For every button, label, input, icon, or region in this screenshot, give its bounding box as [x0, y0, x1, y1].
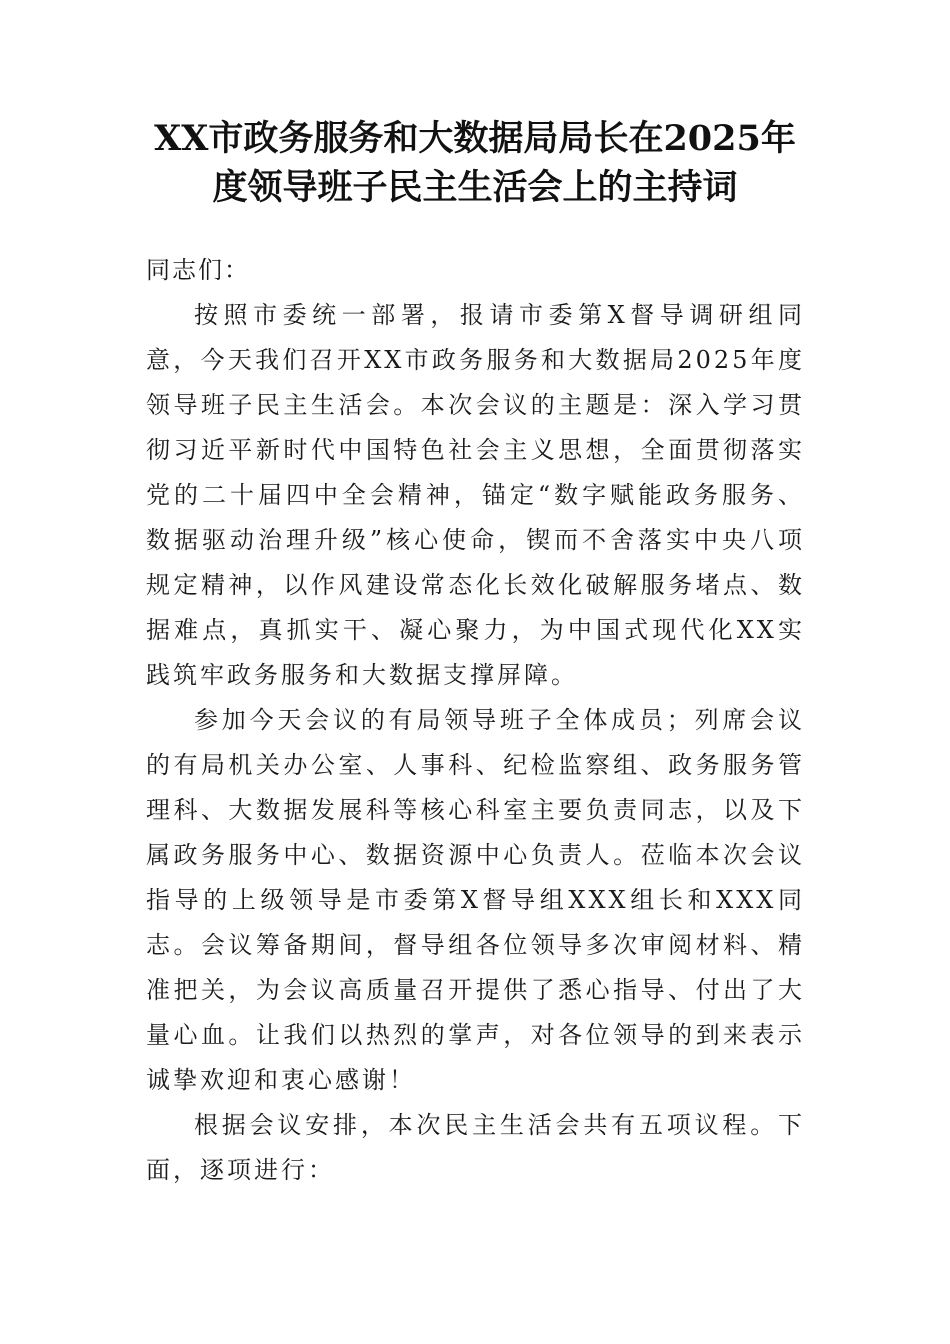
paragraph-agenda: 根据会议安排，本次民主生活会共有五项议程。下面，逐项进行： — [146, 1111, 805, 1184]
greeting: 同志们： — [146, 256, 250, 284]
document-title: XX市政务服务和大数据局局长在2025年度领导班子民主生活会上的主持词 — [154, 118, 796, 208]
paragraph-attendees: 参加今天会议的有局领导班子全体成员；列席会议的有局机关办公室、人事科、纪检监察组、政务服务管理科、大数据发展科等核心科室主要负责同志，以及下属政务服务中心、数据资源中心负责人。莅临本次会议指导的上级领导是市委第X督导组XXX组长和XXX同志。会议筹备期间，督导组各位领导多次审阅材料、精准把关，为会议高质量召开提供了悉心指导、付出了大量心血。让我们以热烈的掌声，对各位领导的到来表示诚挚欢迎和衷心感谢！ — [146, 706, 805, 1094]
document-body — [146, 248, 805, 1193]
paragraph-opening: 按照市委统一部署，报请市委第X督导调研组同意，今天我们召开XX市政务服务和大数据局2025年度领导班子民主生活会。本次会议的主题是：深入学习贯彻习近平新时代中国特色社会主义思想，全面贯彻落实党的二十届四中全会精神，锚定“数字赋能政务服务、数据驱动治理升级”核心使命，锲而不舍落实中央八项规定精神，以作风建设常态化长效化破解服务堵点、数据难点，真抓实干、凝心聚力，为中国式现代化XX实践筑牢政务服务和大数据支撑屏障。 — [146, 301, 805, 689]
